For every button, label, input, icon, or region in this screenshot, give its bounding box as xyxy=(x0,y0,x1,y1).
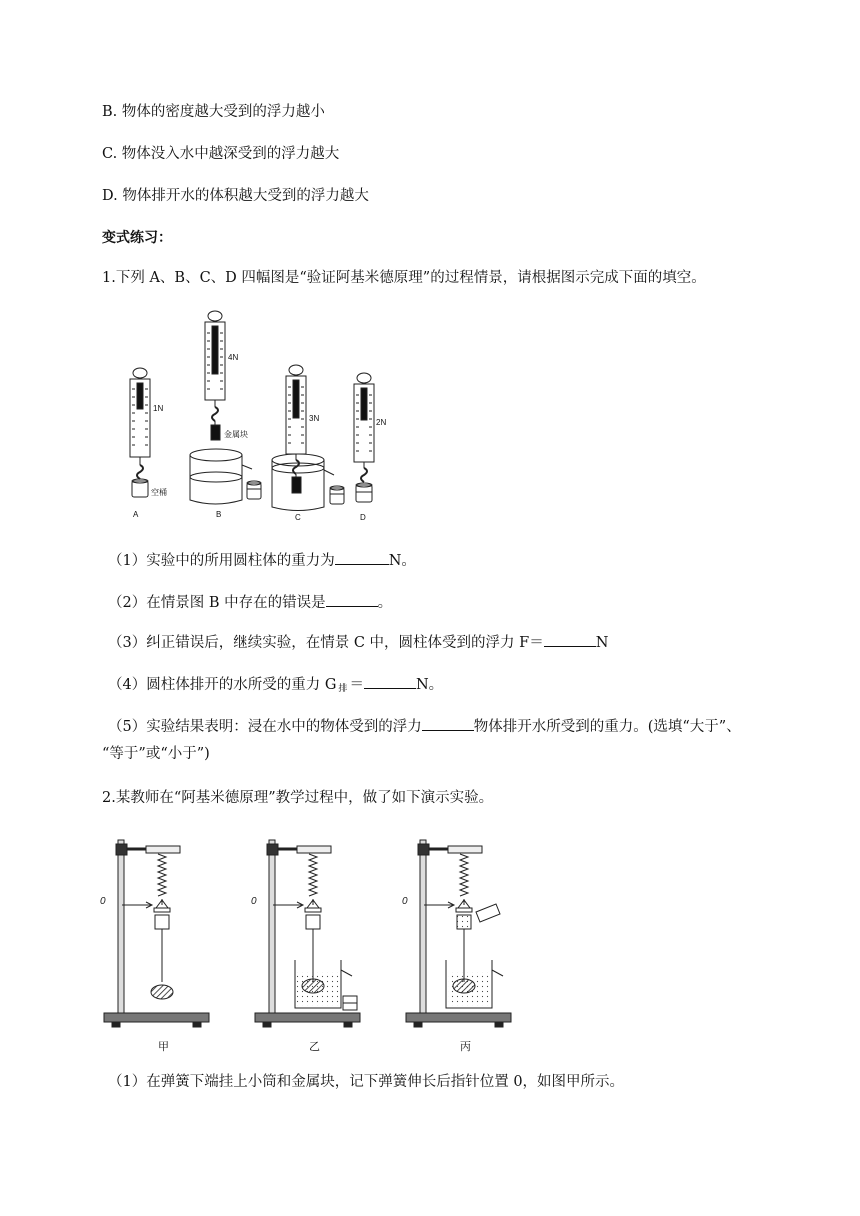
q1-figure xyxy=(120,305,400,525)
option-c: C. 物体没入水中越深受到的浮力越大 xyxy=(102,146,340,162)
q1-part-1: （1）实验中的所用圆柱体的重力为 N。 xyxy=(108,550,416,571)
q1-part-4: （4）圆柱体排开的水所受的重力 G $_排$ ＝ N。 xyxy=(108,674,443,699)
stand-bing xyxy=(406,840,511,1027)
reading-c: 3N xyxy=(309,414,320,423)
spring-scale-c xyxy=(272,365,344,511)
label-metal-block: 金属块 xyxy=(224,430,248,439)
q2-part-1: （1）在弹簧下端挂上小筒和金属块，记下弹簧伸长后指针位置 0，如图甲所示。 xyxy=(108,1074,625,1090)
answer-blank[interactable] xyxy=(326,592,378,607)
panel-label-b: B xyxy=(216,510,222,519)
answer-blank[interactable] xyxy=(422,716,474,731)
q1-part-5-cont: “等于”或“小于”) xyxy=(102,746,210,762)
panel-label-d: D xyxy=(360,513,366,522)
spring-scale-d xyxy=(354,373,374,502)
panel-label-jia: 甲 xyxy=(158,1041,169,1053)
answer-blank[interactable] xyxy=(364,674,416,689)
q2-figure xyxy=(96,820,526,1055)
reading-a: 1N xyxy=(153,404,164,413)
panel-label-bing: 丙 xyxy=(460,1041,471,1053)
option-d: D. 物体排开水的体积越大受到的浮力越大 xyxy=(102,188,369,204)
q1-stem: 1.下列 A、B、C、D 四幅图是“验证阿基米德原理”的过程情景，请根据图示完成下面的填空。 xyxy=(102,270,706,286)
pointer-zero-bing: 0 xyxy=(402,896,408,907)
reading-b: 4N xyxy=(228,353,239,362)
q1-part-3: （3）纠正错误后，继续实验，在情景 C 中，圆柱体受到的浮力 F＝ N xyxy=(108,632,608,653)
reading-d: 2N xyxy=(376,418,387,427)
answer-blank[interactable] xyxy=(335,550,389,565)
spring-scale-b xyxy=(190,311,261,504)
q1-part-5: （5）实验结果表明：浸在水中的物体受到的浮力 物体排开水所受到的重力。(选填“大于”、 xyxy=(108,716,741,737)
q2-stem: 2.某教师在“阿基米德原理”教学过程中，做了如下演示实验。 xyxy=(102,790,494,806)
label-empty-bucket: 空桶 xyxy=(151,488,167,497)
panel-label-yi: 乙 xyxy=(309,1041,320,1053)
panel-label-a: A xyxy=(133,510,139,519)
spring-scale-a xyxy=(130,368,150,497)
answer-blank[interactable] xyxy=(544,632,596,647)
pointer-zero-yi: 0 xyxy=(251,896,257,907)
stand-jia xyxy=(104,840,209,1027)
pointer-zero-jia: 0 xyxy=(100,896,106,907)
section-title: 变式练习： xyxy=(102,230,172,246)
q1-part-2: （2）在情景图 B 中存在的错误是 。 xyxy=(108,592,392,613)
stand-yi xyxy=(255,840,360,1027)
panel-label-c: C xyxy=(295,513,301,522)
option-b: B. 物体的密度越大受到的浮力越小 xyxy=(102,104,325,120)
